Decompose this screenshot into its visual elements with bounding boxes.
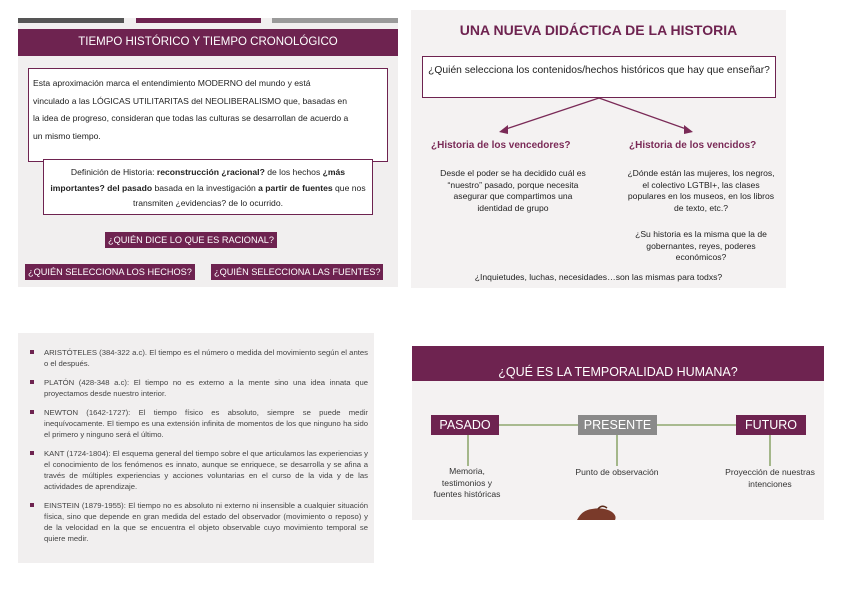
illustration-icon [577,506,616,520]
bullet-icon [30,410,34,414]
text-line: un mismo tiempo. [33,130,101,141]
slide-title: ¿QUÉ ES LA TEMPORALIDAD HUMANA? [412,346,824,381]
slide-temporalidad [412,346,824,520]
item-text: EINSTEIN (1879-1955): El tiempo no es absoluto ni externo ni insensible a cualquier situación física, sino que depende en gran medida del estado del observador (movimiento o reposo) y de la velocidad en la que se encuentra el objeto observable cuyo movimiento temporal se quiere medir. [44,501,368,543]
arrow-left [503,98,599,130]
bullet-icon [30,503,34,507]
def-text: de los hechos [264,167,323,177]
list-item [30,407,368,440]
top-accent-bars [18,18,398,23]
accent-bar [272,18,398,23]
label-futuro: FUTURO [736,415,806,435]
arrow-right [599,98,689,130]
sub-futuro: Proyección de nuestras intenciones [725,467,815,489]
text-vencidos: ¿Dónde están las mujeres, los negros, el colectivo LGTBI+, las clases populares en los museos, en los libros de texto, etc.? [627,168,775,213]
sub-presente: Punto de observación [575,467,659,477]
def-text: Definición de Historia: [70,167,157,177]
philosophers-list [30,347,368,552]
item-text: PLATÓN (428-348 a.c): El tiempo no es externo a la mente sino una idea innata que proyectamos desde nuestro interior. [44,378,368,398]
def-bold: a partir de fuentes [258,182,333,193]
bullet-icon [30,350,34,354]
list-item [30,448,368,492]
label-pasado: PASADO [431,415,499,435]
def-bold: del pasado [104,182,153,193]
item-text: NEWTON (1642-1727): El tiempo físico es absoluto, siempre se puede medir inequívocamente. El tiempo es una extensión infinita de momentos de los que ninguno ha sido el primero y ninguno será el último. [44,408,368,439]
slide-filosofos-tiempo [18,333,374,563]
text-gobernantes: ¿Su historia es la misma que la de gobernantes, reyes, poderes económicos? [635,229,767,263]
def-text: que nos transmiten ¿evidencias? de lo ocurrido. [133,182,366,208]
def-bold: ¿más importantes? [50,167,346,193]
slide-nueva-didactica [411,10,786,288]
definition-box [43,159,373,215]
slide-title: UNA NUEVA DIDÁCTICA DE LA HISTORIA [459,22,738,38]
list-item [30,500,368,544]
heading-vencedores: ¿Historia de los vencedores? [431,140,571,151]
accent-bar [136,18,261,23]
bottom-question: ¿Inquietudes, luchas, necesidades…son las mismas para todxs? [474,272,723,282]
slide-title: TIEMPO HISTÓRICO Y TIEMPO CRONOLÓGICO [18,29,398,56]
arrowhead-left [499,125,508,134]
item-text: KANT (1724-1804): El esquema general del tiempo sobre el que articulamos las experiencias y el conocimiento de los fenómenos es innato, aunque se enriquece, se desarrolla y se afina a través de múltiples experiencias y acciones voluntarias en el curso de la vida y de las actividades de aprendizaje. [44,449,368,491]
question-fuentes: ¿QUIÉN SELECCIONA LAS FUENTES? [211,264,383,280]
list-item [30,377,368,399]
bullet-icon [30,451,34,455]
question-racional: ¿QUIÉN DICE LO QUE ES RACIONAL? [105,232,277,248]
list-item [30,347,368,369]
arrowhead-right [684,125,693,134]
intro-text-box [28,68,388,162]
slide-tiempo-historico [18,18,398,287]
question-hechos: ¿QUIÉN SELECCIONA LOS HECHOS? [25,264,195,280]
item-text: ARISTÓTELES (384-322 a.c). El tiempo es el número o medida del movimiento según el antes o el después. [44,348,368,368]
heading-vencidos: ¿Historia de los vencidos? [629,140,757,151]
accent-bar [18,18,124,23]
text-vencedores: Desde el poder se ha decidido cuál es “nuestro” pasado, porque necesita asegurar que compartimos una identidad de grupo [440,168,586,213]
text-line: Esta aproximación marca el entendimiento MODERNO del mundo y está [33,78,311,88]
question-box: ¿Quién selecciona los contenidos/hechos históricos que hay que enseñar? [422,56,776,98]
text-line: vinculado a las LÓGICAS UTILITARITAS del NEOLIBERALISMO que, basadas en [33,95,347,106]
bullet-icon [30,380,34,384]
text-line: la idea de progreso, consideran que todas las culturas se desarrollan de acuerdo a [33,113,349,123]
def-bold: reconstrucción ¿racional? [156,167,265,177]
def-text: basada en la investigación [152,182,259,193]
sub-pasado: Memoria, testimonios y fuentes históricas [433,466,501,500]
label-presente: PRESENTE [578,415,657,435]
